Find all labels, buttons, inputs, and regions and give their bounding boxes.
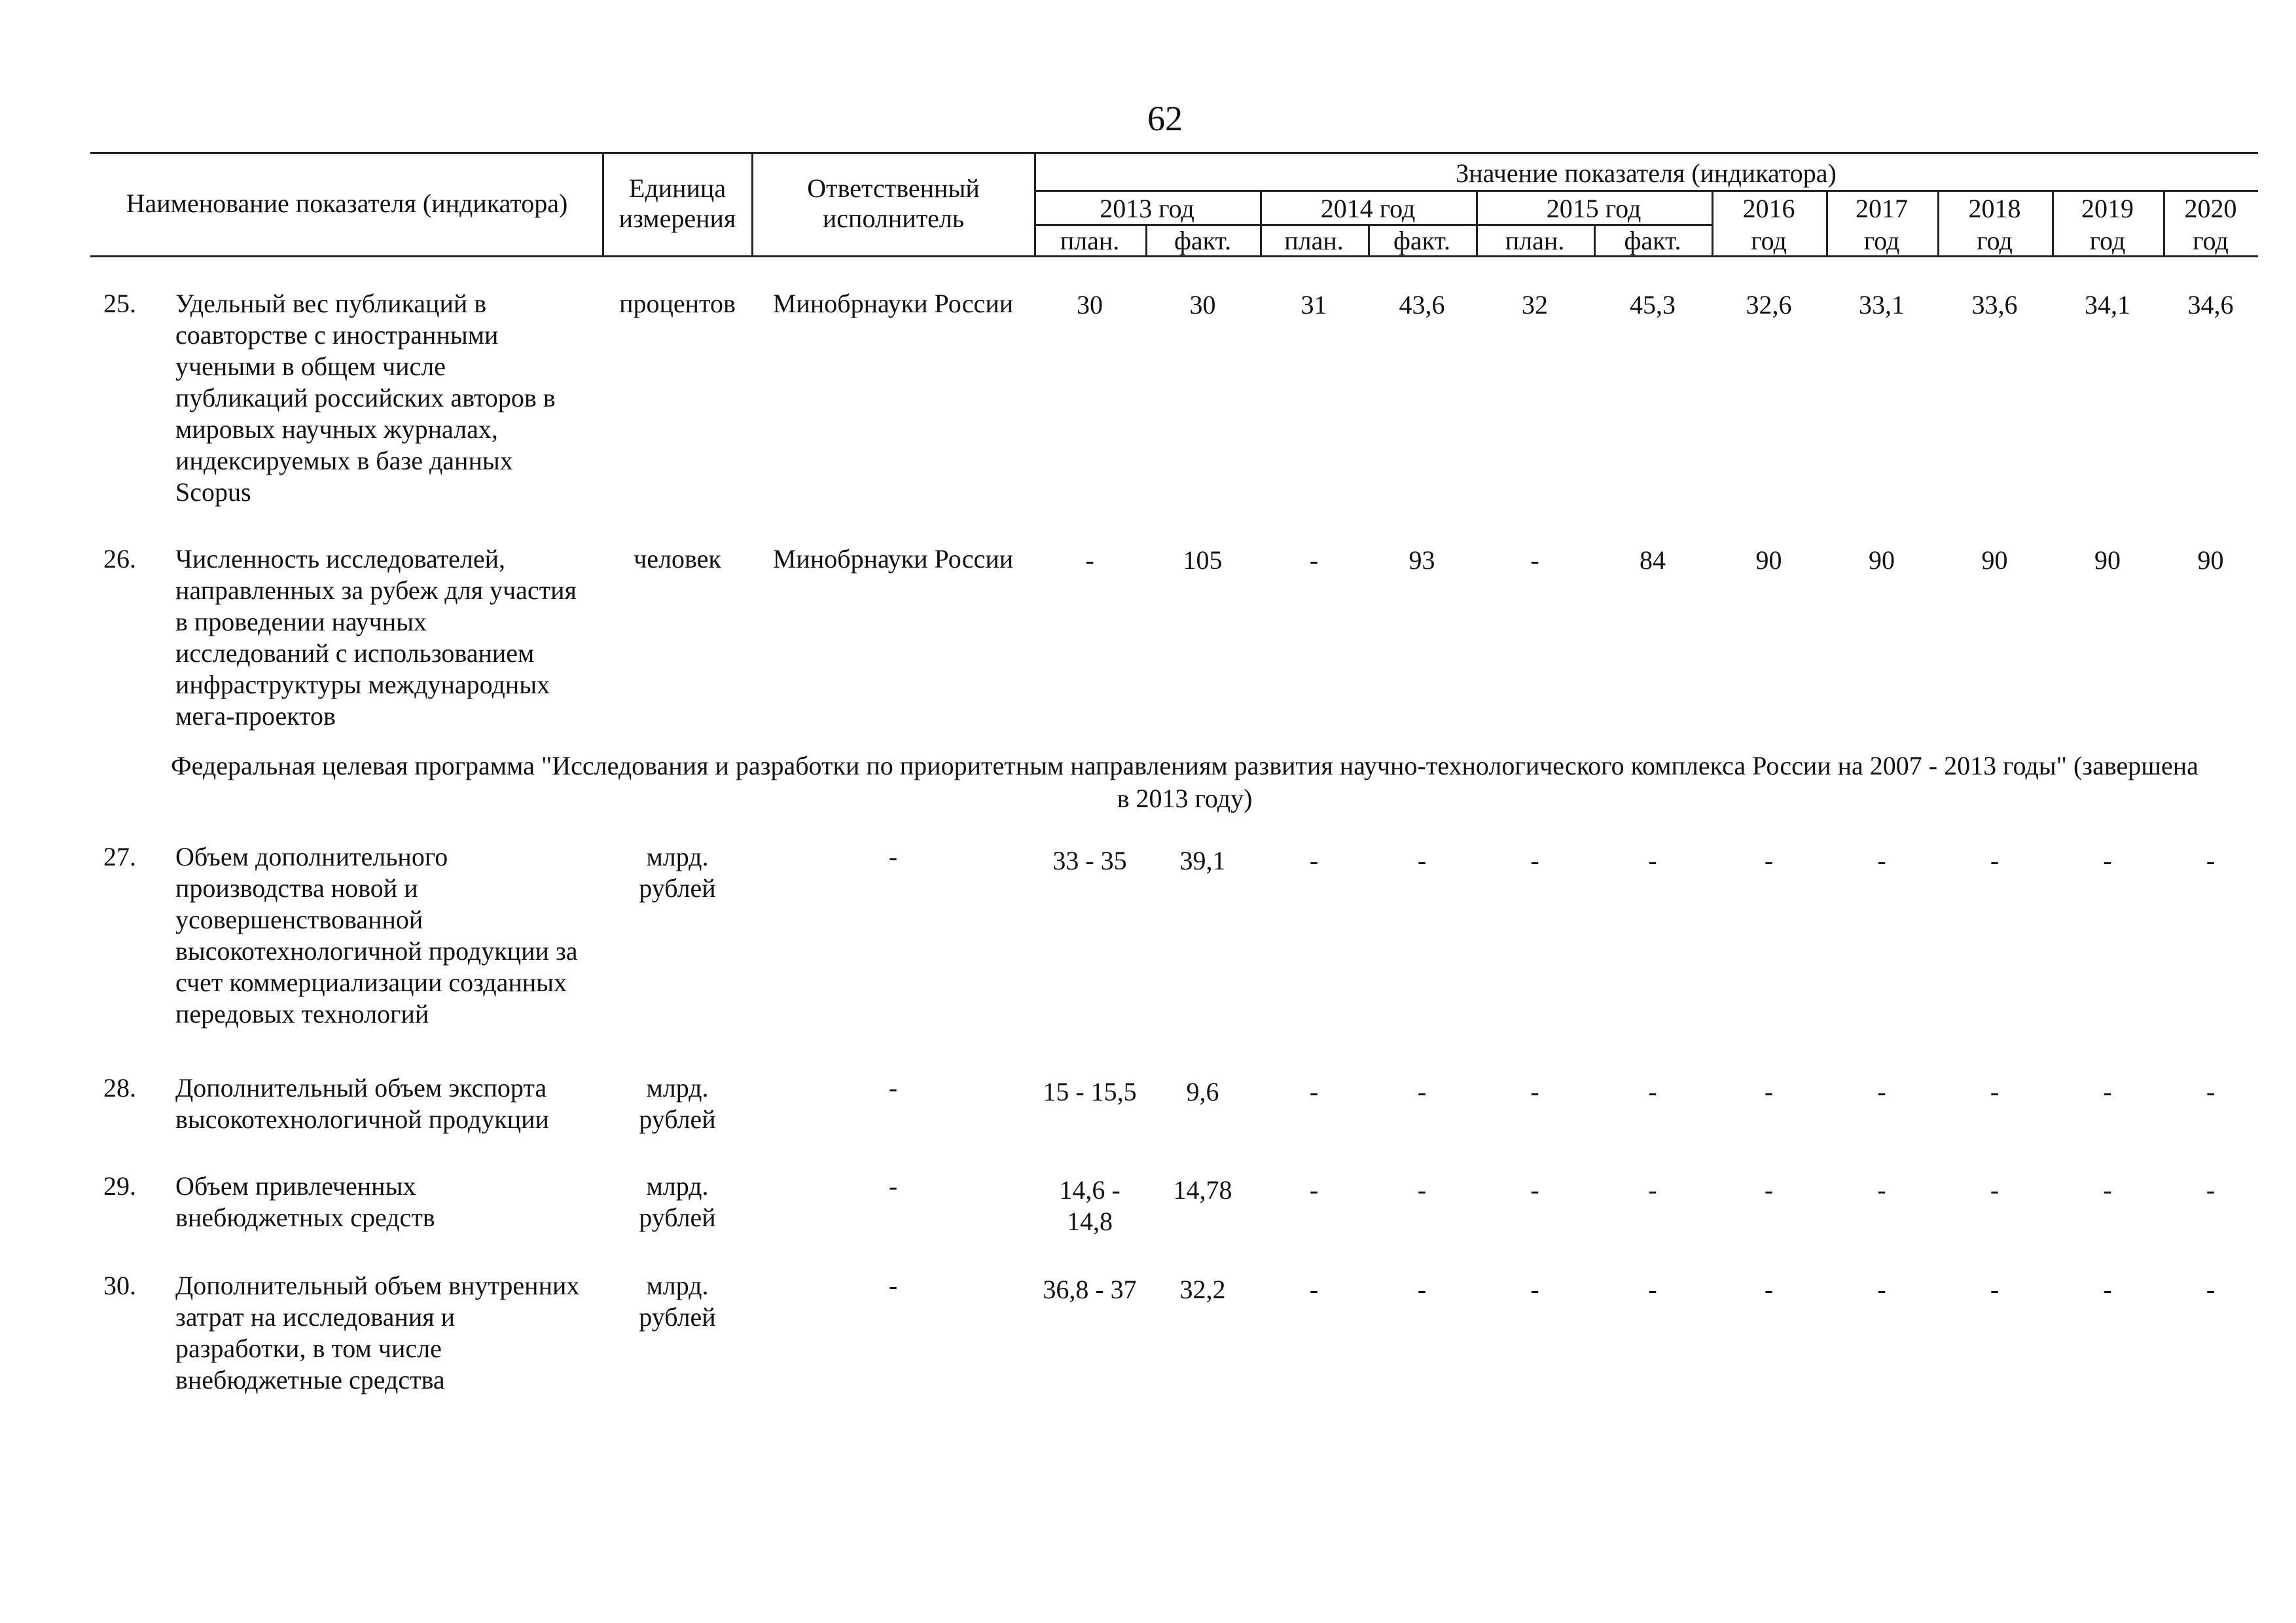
value-cell: 34,1 (2085, 290, 2130, 319)
value-cell: 30 (1077, 290, 1103, 319)
value-cell: 90 (2094, 545, 2121, 575)
unit-of-measure: млрд. рублей (639, 1271, 716, 1332)
value-cell: 90 (2197, 545, 2224, 575)
page-number: 62 (1147, 99, 1183, 138)
indicator-name: Численность исследователей, направленных за рубеж для участия в проведении научных исследований с использованием инфраструктуры международных мега-проектов (175, 544, 577, 731)
responsible-executor: - (888, 1271, 898, 1300)
header-2016: 2016 (1742, 194, 1795, 223)
responsible-executor: Минобрнауки России (772, 544, 1014, 574)
value-cell: - (2206, 1077, 2215, 1106)
value-cell: 90 (1869, 545, 1895, 575)
row-number: 30. (103, 1271, 136, 1300)
value-cell: - (2206, 846, 2215, 875)
indicator-name: Объем дополнительного производства новой и усовершенствованной высокотехнологичной продукции за счет коммерциализации созданных передовых технологий (175, 842, 578, 1029)
header-2017: 2017 (1856, 194, 1908, 223)
value-cell: 36,8 - 37 (1043, 1275, 1137, 1304)
value-cell: - (2103, 846, 2112, 875)
unit-of-measure: процентов (619, 289, 736, 318)
value-cell: 14,6 - 14,8 (1059, 1175, 1121, 1236)
value-cell: 43,6 (1399, 290, 1445, 319)
value-cell: - (2103, 1275, 2112, 1304)
header-2017-god: год (1863, 226, 1900, 255)
value-cell: 33,1 (1859, 290, 1905, 319)
value-cell: 105 (1183, 545, 1223, 575)
value-cell: - (1648, 1275, 1657, 1304)
indicator-name: Дополнительный объем внутренних затрат на исследования и разработки, в том числе внебюджетные средства (175, 1271, 580, 1395)
header-2013: 2013 год (1100, 194, 1194, 223)
value-cell: 90 (1755, 545, 1782, 575)
value-cell: 31 (1300, 290, 1327, 319)
value-cell: 84 (1640, 545, 1666, 575)
header-2014: 2014 год (1320, 194, 1416, 223)
value-cell: - (1764, 846, 1774, 875)
header-2020: 2020 (2184, 194, 2237, 223)
value-cell: 93 (1408, 545, 1435, 575)
header-2018: 2018 (1968, 194, 2021, 223)
value-cell: 34,6 (2187, 290, 2234, 319)
value-cell: 90 (1981, 545, 2008, 575)
header-2015-plan: план. (1505, 226, 1565, 255)
value-cell: - (1648, 846, 1657, 875)
responsible-executor: - (888, 1171, 898, 1201)
row-number: 26. (103, 544, 136, 574)
value-cell: 14,78 (1173, 1175, 1232, 1205)
value-cell: - (1990, 1275, 2000, 1304)
value-cell: - (2206, 1275, 2215, 1304)
value-cell: - (1309, 1077, 1319, 1106)
value-cell: - (1530, 1275, 1539, 1304)
value-cell: - (1417, 1077, 1427, 1106)
responsible-executor: Минобрнауки России (772, 289, 1014, 318)
header-2015: 2015 год (1546, 194, 1641, 223)
value-cell: - (1417, 1275, 1427, 1304)
value-cell: 45,3 (1630, 290, 1676, 319)
value-cell: - (1990, 846, 2000, 875)
col-sep-exec (751, 152, 753, 257)
value-cell: - (1530, 545, 1539, 575)
value-cell: - (1990, 1077, 2000, 1106)
header-2013-plan: план. (1060, 226, 1120, 255)
value-cell: 15 - 15,5 (1043, 1077, 1137, 1106)
row-number: 27. (103, 842, 136, 871)
header-name: Наименование показателя (индикатора) (126, 189, 568, 218)
header-2013-fact: факт. (1174, 226, 1232, 255)
unit-of-measure: млрд. рублей (639, 1073, 716, 1134)
header-2014-fact: факт. (1393, 226, 1451, 255)
header-value: Значение показателя (индикатора) (1456, 158, 1837, 188)
header-unit: Единица измерения (619, 173, 736, 233)
header-2016-god: год (1751, 226, 1787, 255)
value-cell: 33,6 (1971, 290, 2018, 319)
value-cell: 33 - 35 (1052, 846, 1127, 875)
header-2014-plan: план. (1284, 226, 1344, 255)
value-cell: 32,6 (1746, 290, 1792, 319)
row-number: 29. (103, 1171, 136, 1201)
responsible-executor: - (888, 842, 898, 871)
unit-of-measure: млрд. рублей (639, 1171, 716, 1232)
value-cell: - (2103, 1077, 2112, 1106)
col-sep-unit (602, 152, 604, 257)
value-cell: - (1309, 846, 1319, 875)
value-cell: - (1764, 1275, 1774, 1304)
header-2015-fact: факт. (1624, 226, 1681, 255)
value-cell: - (1309, 545, 1319, 575)
value-cell: - (1530, 846, 1539, 875)
header-2019-god: год (2089, 226, 2126, 255)
value-cell: - (1530, 1077, 1539, 1106)
header-executor: Ответственный исполнитель (807, 173, 980, 233)
unit-of-measure: человек (634, 544, 721, 574)
value-cell: - (1309, 1275, 1319, 1304)
value-cell: - (1877, 846, 1886, 875)
value-cell: - (1417, 1175, 1427, 1205)
responsible-executor: - (888, 1073, 898, 1103)
value-cell: - (1877, 1175, 1886, 1205)
indicator-name: Дополнительный объем экспорта высокотехнологичной продукции (175, 1073, 549, 1134)
indicator-name: Удельный вес публикаций в соавторстве с иностранными учеными в общем числе публикаций российских авторов в мировых научных журналах, индексируемых в базе данных Scopus (175, 289, 556, 507)
value-cell: 39,1 (1179, 846, 1226, 875)
header-2018-god: год (1977, 226, 2013, 255)
value-cell: 30 (1189, 290, 1216, 319)
value-cell: 9,6 (1186, 1077, 1219, 1106)
row-number: 25. (103, 289, 136, 318)
header-top-rule (90, 152, 2258, 154)
value-cell: - (1990, 1175, 2000, 1205)
value-cell: - (2206, 1175, 2215, 1205)
value-cell: - (1764, 1077, 1774, 1106)
section-title: Федеральная целевая программа "Исследования и разработки по приоритетным направлениям развития научно-технологического комплекса России на 2007 - 2013 годы" (завершена в 2013 году) (171, 751, 2198, 813)
value-cell: 32,2 (1179, 1275, 1226, 1304)
unit-of-measure: млрд. рублей (639, 842, 716, 903)
row-number: 28. (103, 1073, 136, 1103)
value-cell: - (1877, 1077, 1886, 1106)
header-years-rule (1034, 190, 2258, 192)
header-2019: 2019 (2081, 194, 2134, 223)
indicator-name: Объем привлеченных внебюджетных средств (175, 1171, 435, 1232)
value-cell: - (1417, 846, 1427, 875)
value-cell: - (1309, 1175, 1319, 1205)
value-cell: - (1877, 1275, 1886, 1304)
header-2020-god: год (2193, 226, 2229, 255)
value-cell: - (1764, 1175, 1774, 1205)
value-cell: 32 (1522, 290, 1548, 319)
value-cell: - (1648, 1077, 1657, 1106)
value-cell: - (1085, 545, 1094, 575)
value-cell: - (2103, 1175, 2112, 1205)
value-cell: - (1530, 1175, 1539, 1205)
value-cell: - (1648, 1175, 1657, 1205)
